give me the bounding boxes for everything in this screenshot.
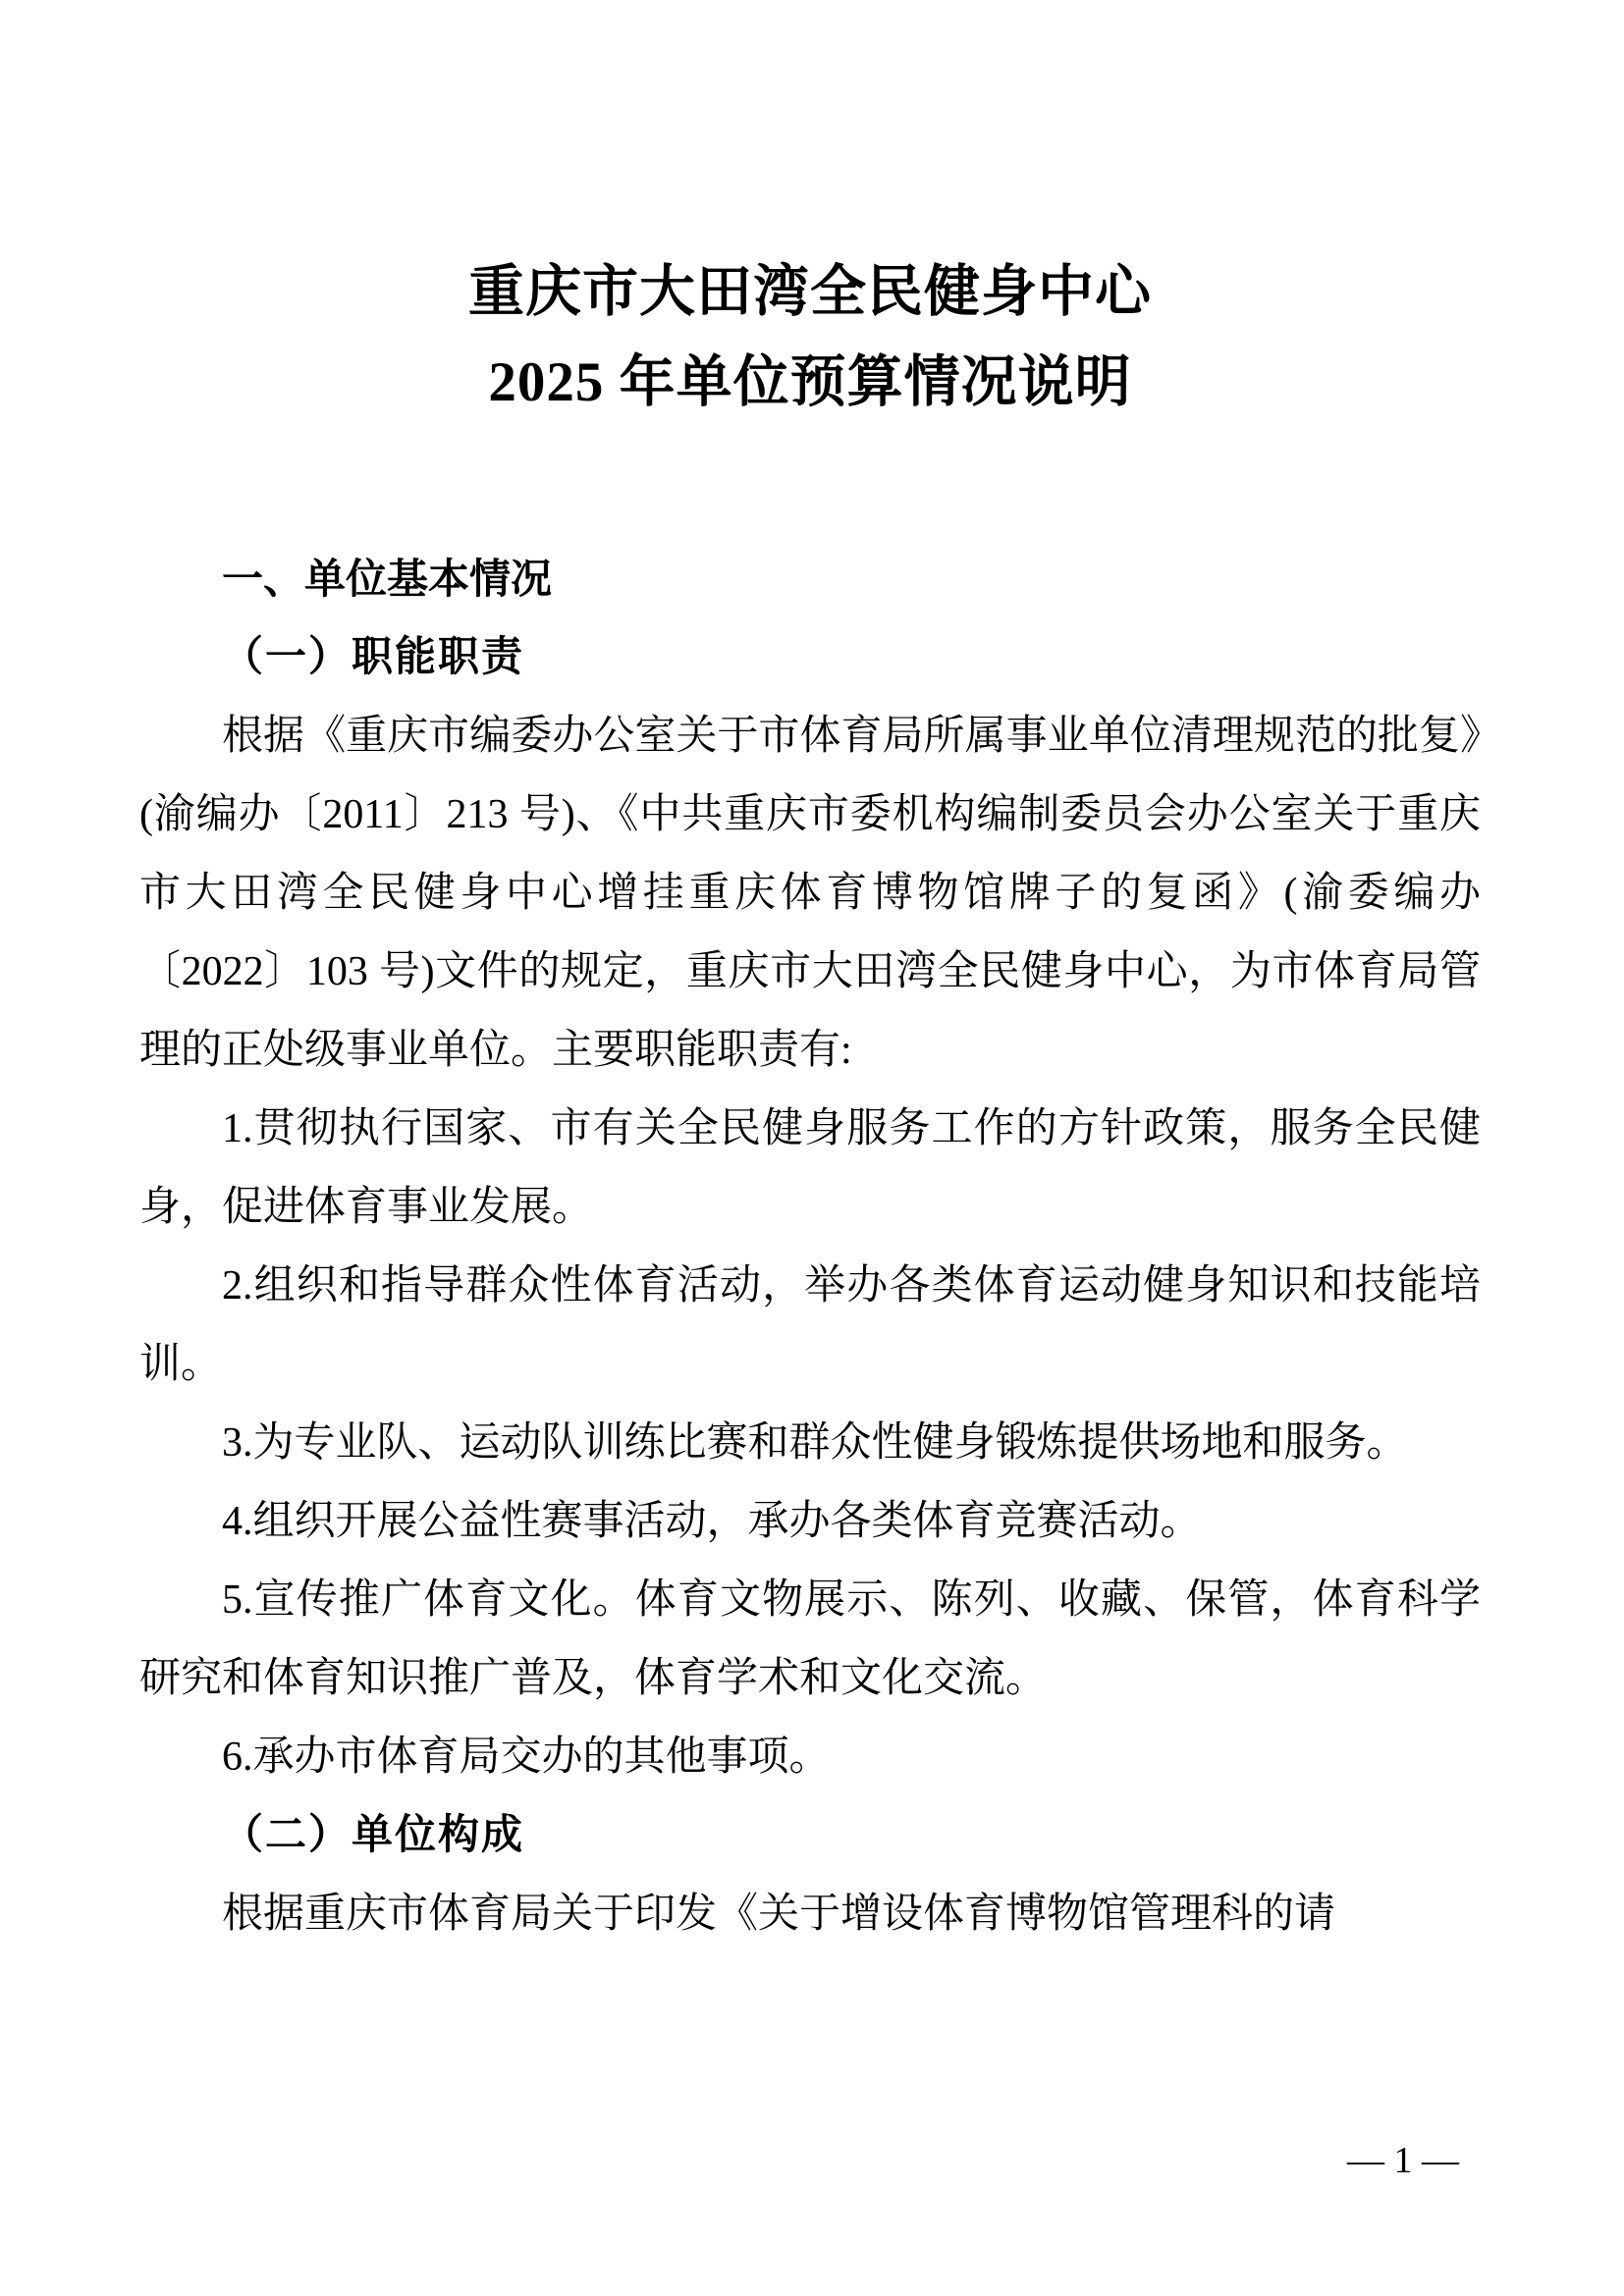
section-heading-basic-info: 一、单位基本情况: [222, 556, 553, 602]
sub-heading-duties: （一）职能职责: [222, 635, 525, 680]
duty-item-3: 3.为专业队、运动队训练比赛和群众性健身锻炼提供场地和服务。: [222, 1420, 1408, 1466]
document-title-line2: 2025 年单位预算情况说明: [488, 351, 1132, 413]
page-number: — 1 —: [1347, 2140, 1459, 2181]
duty-item-1: 1.贯彻执行国家、市有关全民健身服务工作的方针政策，服务全民健身，促进体育事业发展。: [139, 1106, 1481, 1230]
sub-heading-composition: （二）单位构成: [222, 1813, 525, 1858]
duty-item-4: 4.组织开展公益性赛事活动，承办各类体育竞赛活动。: [222, 1499, 1202, 1544]
document-title: [139, 247, 1481, 428]
duty-item-2: 2.组织和指导群众性体育活动，举办各类体育运动健身知识和技能培训。: [139, 1263, 1481, 1387]
paragraph-intro: 根据《重庆市编委办公室关于市体育局所属事业单位清理规范的批复》(渝编办〔2011〕213 号)、《中共重庆市委机构编制委员会办公室关于重庆市大田湾全民健身中心增挂重庆体育博物馆牌子的复函》(渝委编办〔2022〕103 号)文件的规定，重庆市大田湾全民健身中心，为市体育局管理的正处级事业单位。主要职能职责有:: [139, 714, 1481, 1073]
duty-item-5: 5.宣传推广体育文化。体育文物展示、陈列、收藏、保管，体育科学研究和体育知识推广普及，体育学术和文化交流。: [139, 1577, 1481, 1701]
duty-item-6: 6.承办市体育局交办的其他事项。: [222, 1735, 831, 1780]
document-title-line1: 重庆市大田湾全民健身中心: [468, 261, 1152, 323]
paragraph-composition: 根据重庆市体育局关于印发《关于增设体育博物馆管理科的请: [222, 1892, 1336, 1937]
